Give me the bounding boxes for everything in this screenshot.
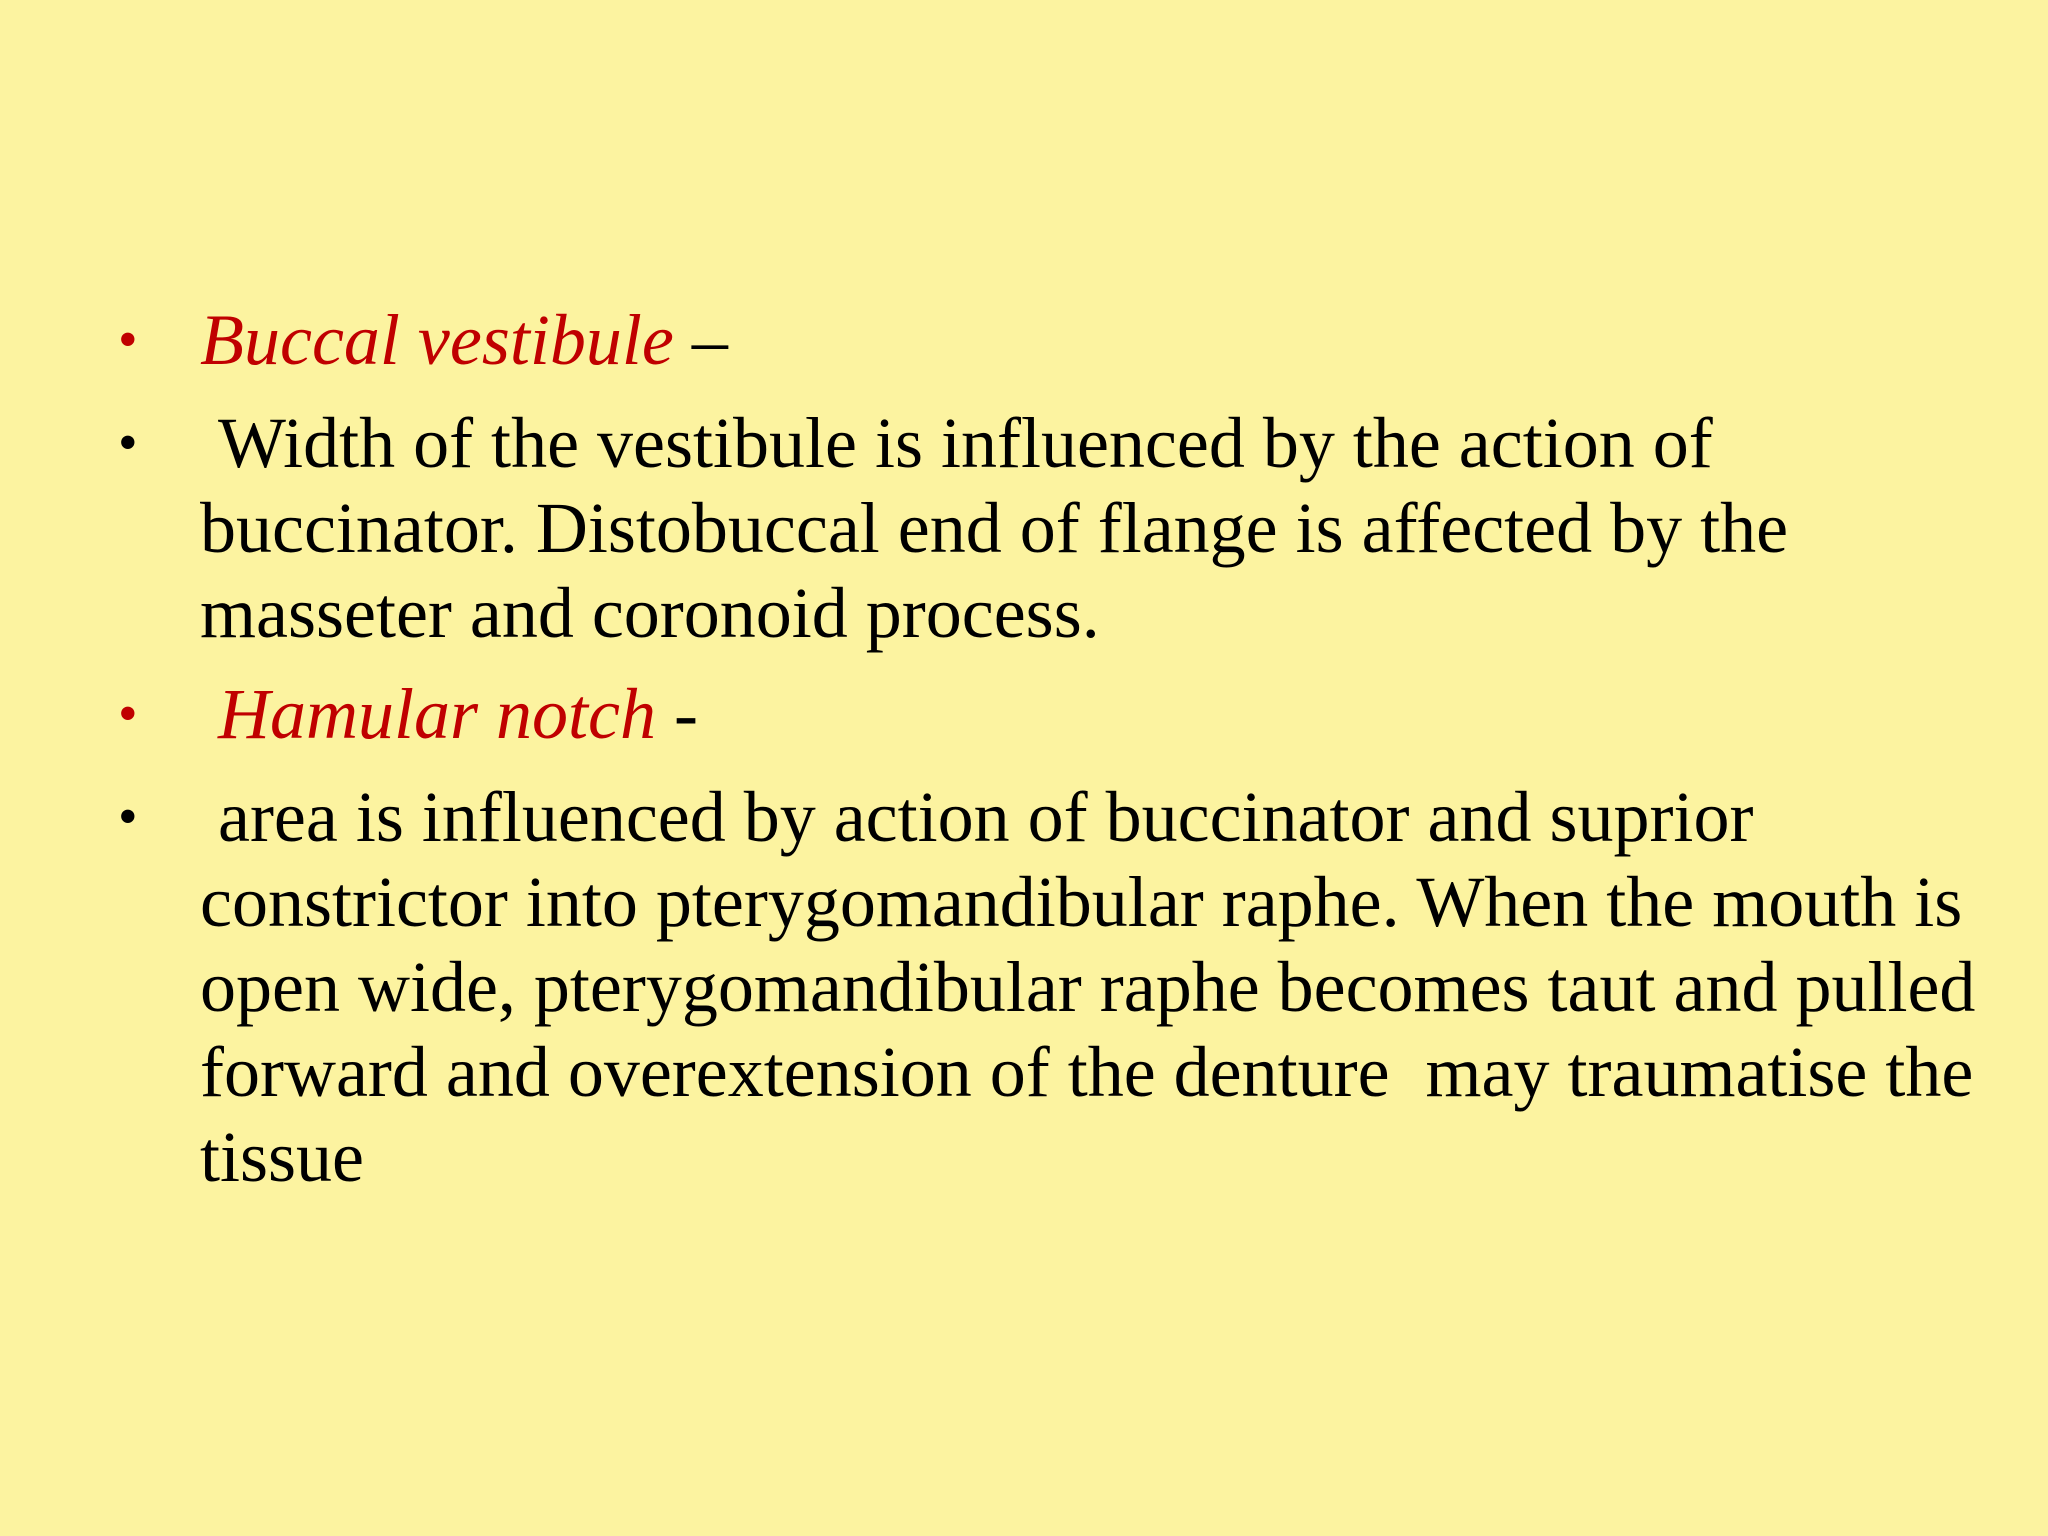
bullet-item-buccal-vestibule-body [118,401,1978,656]
hamular-notch-body: area is influenced by action of buccinator and suprior constrictor into pterygomandibular raphe. When the mouth is open wide, pterygomandibular raphe becomes taut and pulled forward and overextension of the denture may traumatise the tissue [200,777,1994,1197]
heading-dash: – [673,300,728,380]
heading-dash: - [655,674,698,754]
hamular-notch-heading: Hamular notch [200,674,656,754]
bullet-dot-icon: • [118,786,138,848]
bullet-item-hamular-notch-heading [118,672,1978,757]
buccal-vestibule-heading: Buccal vestibule [200,300,674,380]
bullet-dot-icon: • [118,683,138,745]
bullet-item-buccal-vestibule-heading [118,298,1978,383]
bullet-list [118,298,1994,1218]
bullet-dot-icon: • [118,412,138,474]
bullet-item-hamular-notch-body [118,775,1994,1200]
bullet-dot-icon: • [118,309,138,371]
buccal-vestibule-body: Width of the vestibule is influenced by the action of buccinator. Distobuccal end of flange is affected by the masseter and coronoid process. [200,403,1807,653]
